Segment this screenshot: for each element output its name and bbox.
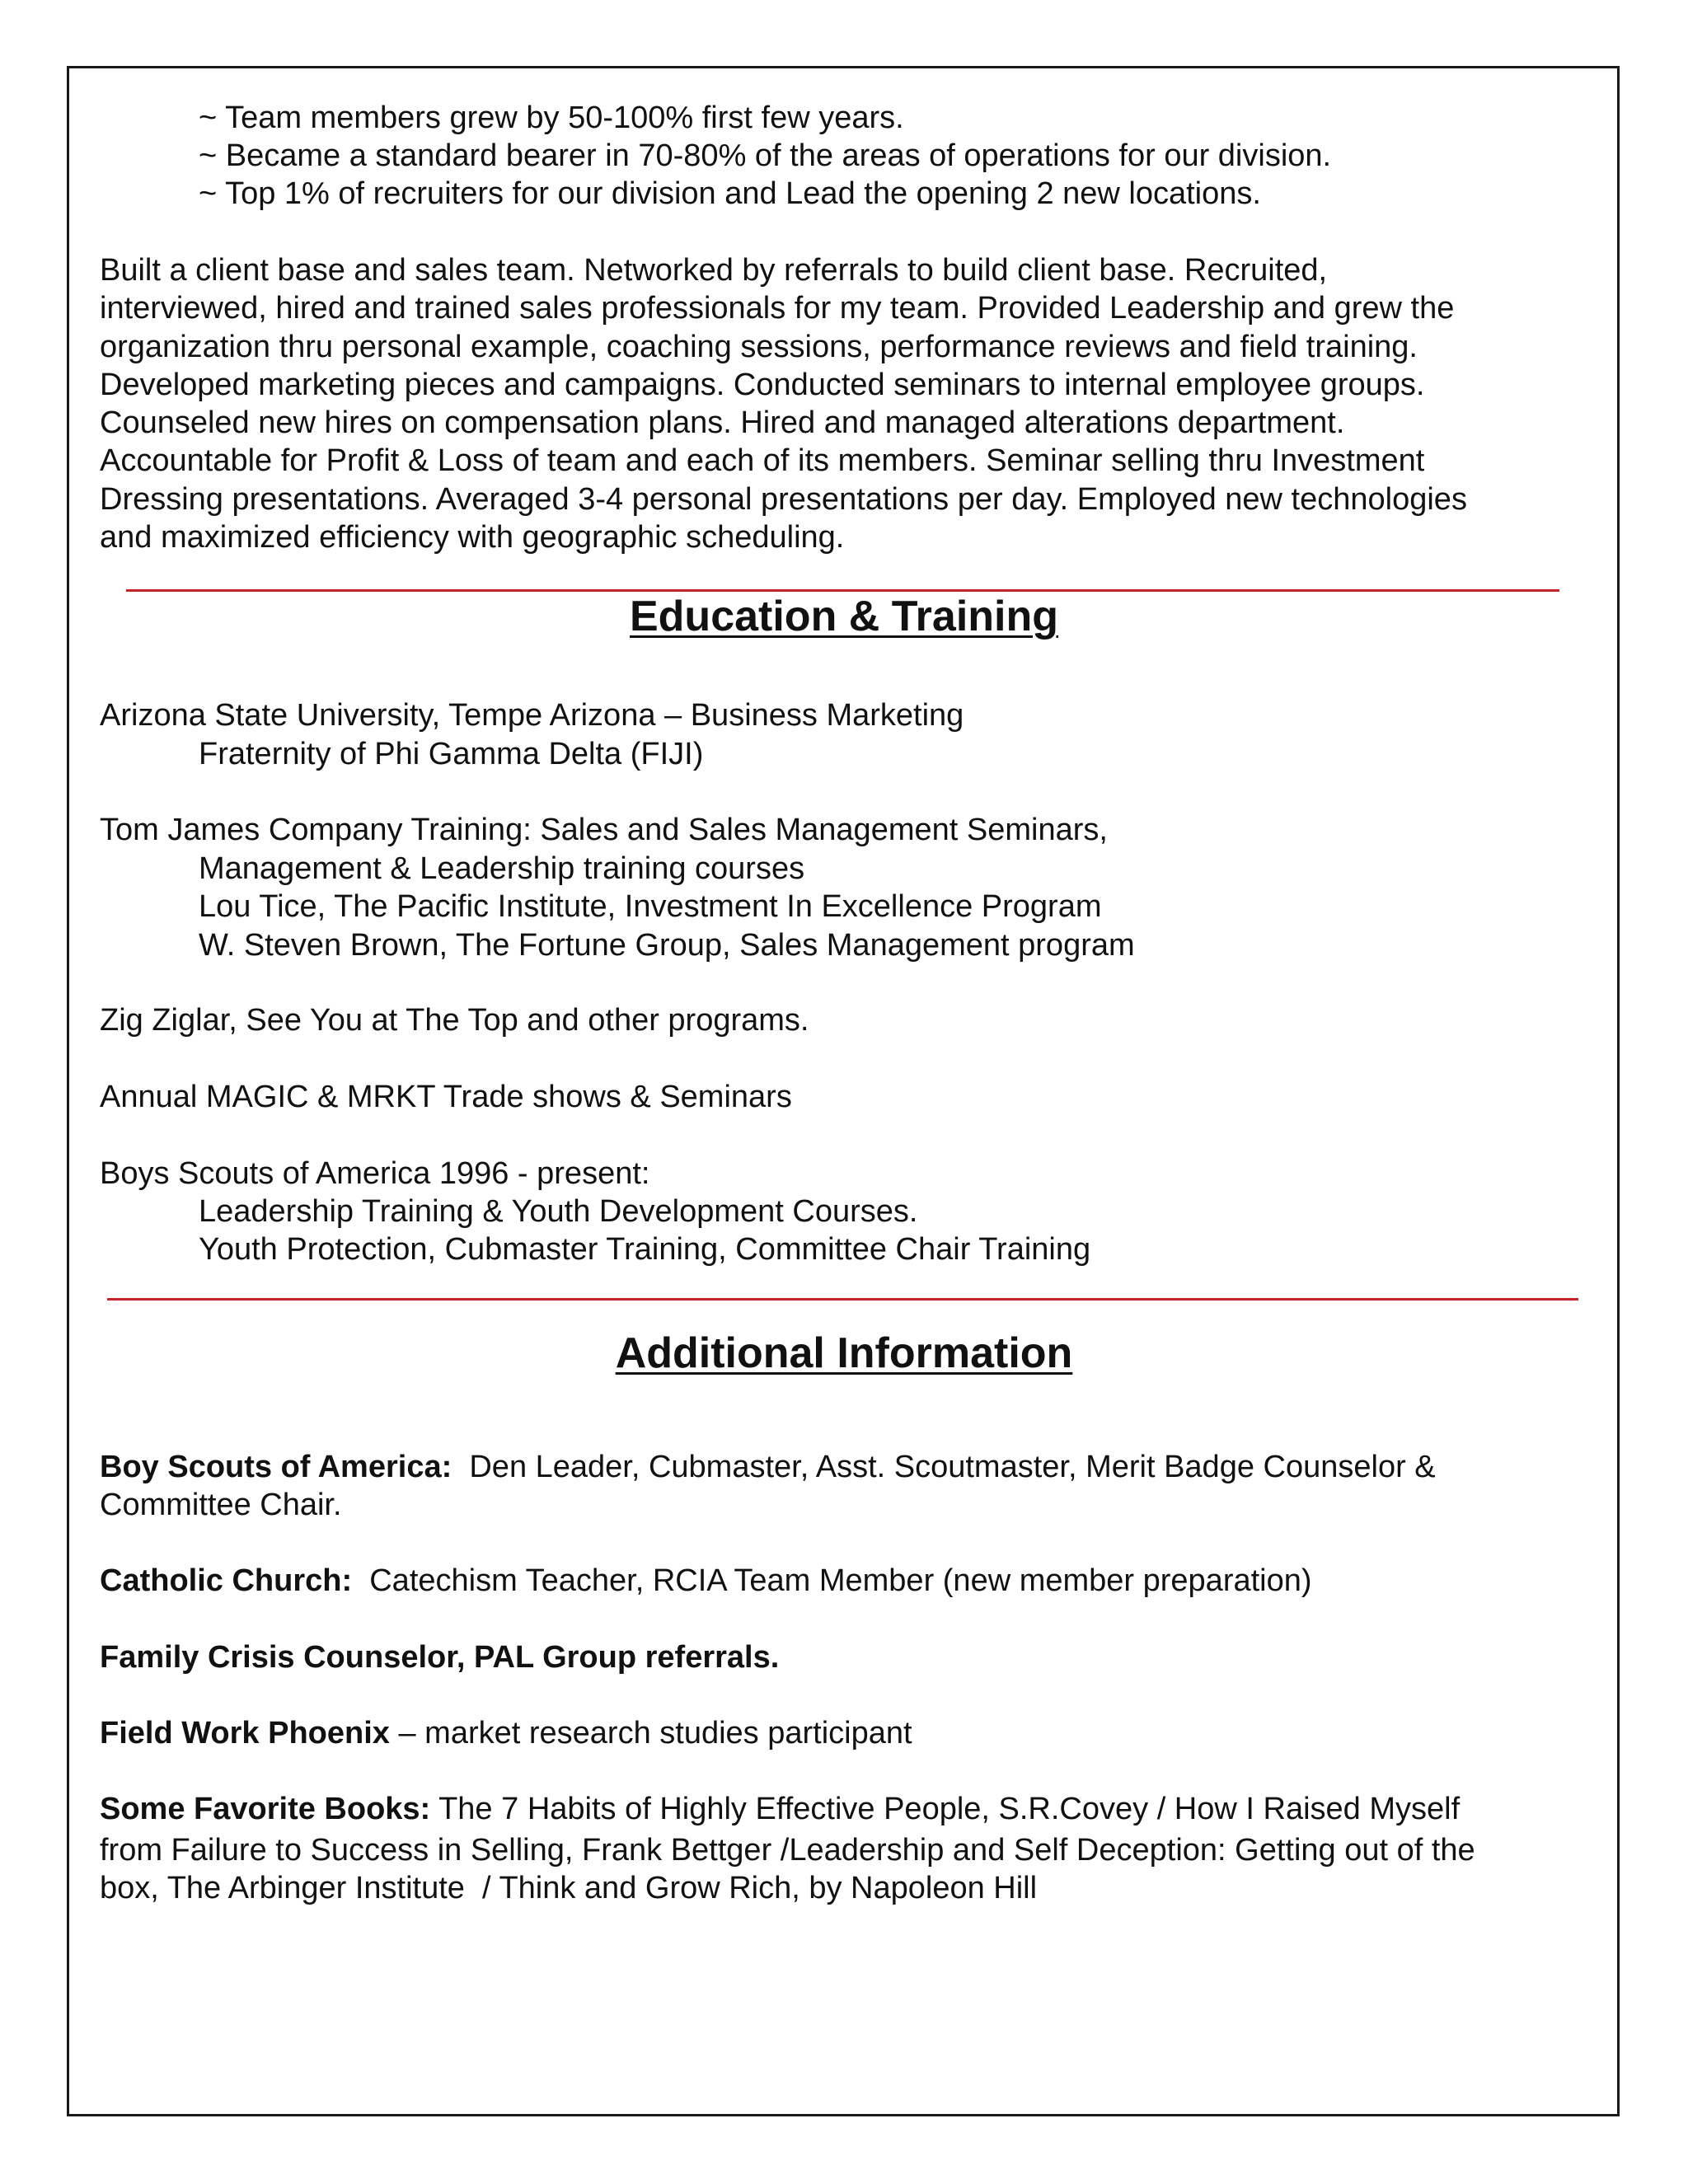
achievement-item: ~ Became a standard bearer in 70-80% of the areas of operations for our division. xyxy=(199,138,1332,173)
summary-line: Developed marketing pieces and campaigns. Conducted seminars to internal employee groups. xyxy=(100,367,1425,402)
education-sub-item: Fraternity of Phi Gamma Delta (FIJI) xyxy=(199,737,704,771)
summary-paragraph xyxy=(100,251,1583,556)
achievement-item: ~ Team members grew by 50-100% first few years. xyxy=(199,101,904,135)
section-heading-education xyxy=(0,592,1688,641)
section-divider xyxy=(107,1298,1578,1301)
additional-entry-books-cont: from Failure to Success in Selling, Frank Bettger /Leadership and Self Deception: Getting out of the xyxy=(100,1833,1475,1868)
summary-line: organization thru personal example, coaching sessions, performance reviews and field training. xyxy=(100,329,1418,364)
summary-line: Accountable for Profit & Loss of team and each of its members. Seminar selling thru Investment xyxy=(100,443,1425,479)
education-sub-item: Management & Leadership training courses xyxy=(199,851,805,886)
education-entry-tom-james: Tom James Company Training: Sales and Sales Management Seminars, xyxy=(100,813,1108,847)
entry-label: Field Work Phoenix xyxy=(100,1716,390,1750)
education-entry-scouts: Boys Scouts of America 1996 - present: xyxy=(100,1156,650,1191)
additional-entry-bsa-cont: Committee Chair. xyxy=(100,1488,342,1522)
entry-text: Catechism Teacher, RCIA Team Member (new member preparation) xyxy=(352,1563,1312,1598)
summary-line: and maximized efficiency with geographic scheduling. xyxy=(100,520,845,555)
additional-entry-bsa xyxy=(100,1448,1436,1486)
education-sub-item: Lou Tice, The Pacific Institute, Investment In Excellence Program xyxy=(199,889,1102,924)
summary-line: Built a client base and sales team. Networked by referrals to build client base. Recruited, xyxy=(100,253,1328,288)
additional-entry-books xyxy=(100,1790,1460,1828)
additional-entry-fieldwork xyxy=(100,1714,912,1752)
summary-line: interviewed, hired and trained sales professionals for my team. Provided Leadership and grew the xyxy=(100,291,1455,326)
additional-entry-crisis xyxy=(100,1638,779,1676)
summary-line: Counseled new hires on compensation plans. Hired and managed alterations department. xyxy=(100,405,1345,441)
section-heading-additional xyxy=(0,1329,1688,1378)
entry-label: Catholic Church: xyxy=(100,1563,353,1598)
additional-heading-text: Additional Information xyxy=(615,1329,1073,1377)
education-heading-text: Education & Training xyxy=(629,593,1059,640)
entry-label: Family Crisis Counselor, PAL Group referrals. xyxy=(100,1640,780,1675)
entry-label: Some Favorite Books: xyxy=(100,1792,431,1826)
summary-line: Dressing presentations. Averaged 3-4 personal presentations per day. Employed new technologies xyxy=(100,481,1467,517)
achievement-item: ~ Top 1% of recruiters for our division and Lead the opening 2 new locations. xyxy=(199,176,1261,211)
entry-text: The 7 Habits of Highly Effective People, S.R.Covey / How I Raised Myself xyxy=(430,1792,1461,1826)
additional-entry-church xyxy=(100,1562,1312,1600)
entry-text: – market research studies participant xyxy=(389,1716,912,1750)
education-entry-magic: Annual MAGIC & MRKT Trade shows & Seminars xyxy=(100,1080,792,1114)
entry-label: Boy Scouts of America: xyxy=(100,1450,452,1484)
education-sub-item: Youth Protection, Cubmaster Training, Committee Chair Training xyxy=(199,1232,1091,1267)
education-sub-item: Leadership Training & Youth Development Courses. xyxy=(199,1194,918,1229)
education-entry-asu: Arizona State University, Tempe Arizona – Business Marketing xyxy=(100,698,964,733)
education-entry-zig-ziglar: Zig Ziglar, See You at The Top and other programs. xyxy=(100,1003,809,1038)
additional-entry-books-cont: box, The Arbinger Institute / Think and Grow Rich, by Napoleon Hill xyxy=(100,1871,1038,1905)
education-sub-item: W. Steven Brown, The Fortune Group, Sales Management program xyxy=(199,928,1135,963)
entry-text: Den Leader, Cubmaster, Asst. Scoutmaster, Merit Badge Counselor & xyxy=(452,1450,1436,1484)
